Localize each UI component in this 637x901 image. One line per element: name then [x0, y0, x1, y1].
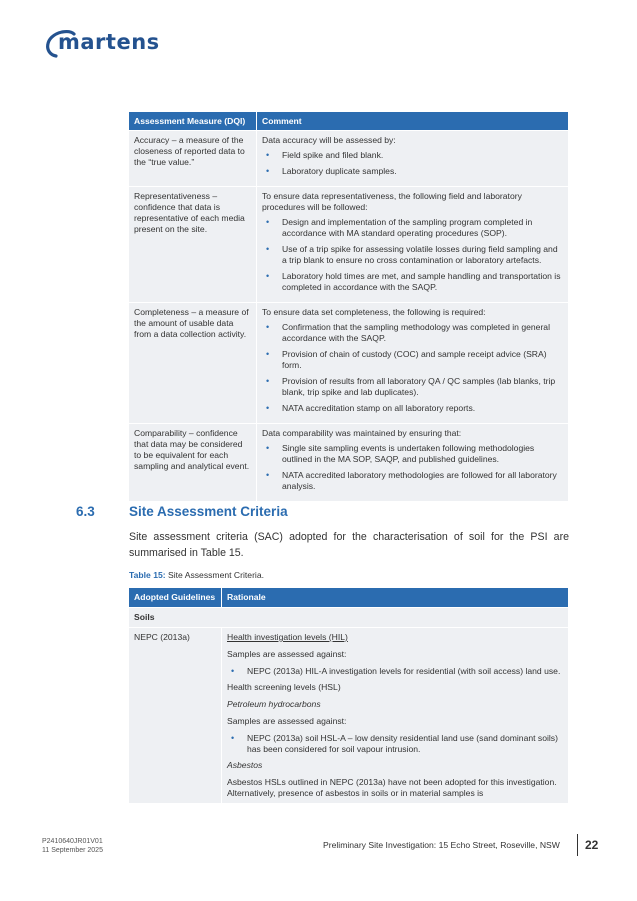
list-item: • Design and implementation of the sampling program completed in accordance with MA standard operating procedures (SOP).	[282, 217, 563, 239]
table-row	[129, 608, 569, 628]
asbestos-subheading: Asbestos	[227, 760, 263, 770]
caption-label: Table 15:	[129, 570, 166, 580]
dqi-comment-intro: To ensure data set completeness, the following is required:	[262, 307, 486, 317]
list-item: • NEPC (2013a) soil HSL-A – low density residential land use (sand dominant soils) has been considered for soil vapour intrusion.	[247, 733, 563, 755]
hil-heading: Health investigation levels (HIL)	[227, 632, 348, 642]
list-item: • Single site sampling events is undertaken following methodologies outlined in the MA SOP, SAQP, and published guidelines.	[282, 443, 563, 465]
table-row	[129, 303, 569, 424]
footer-divider	[577, 834, 578, 856]
section-paragraph: Site assessment criteria (SAC) adopted for the characterisation of soil for the PSI are summarised in Table 15.	[129, 531, 569, 559]
dqi-measure-cell: Representativeness – confidence that data is representative of each media present on the site.	[129, 187, 257, 303]
section-title: Site Assessment Criteria	[129, 504, 288, 519]
table-row	[129, 424, 569, 502]
logo-text: martens	[58, 30, 160, 54]
dqi-table	[129, 112, 569, 501]
list-item: • NEPC (2013a) HIL-A investigation levels for residential (with soil access) land use.	[247, 666, 563, 677]
list-item: • Provision of results from all laboratory QA / QC samples (lab blanks, trip blank, trip spike and lab duplicates).	[282, 376, 563, 398]
sac-group-soils: Soils	[129, 608, 569, 628]
dqi-comment-cell	[257, 131, 569, 187]
dqi-header-comment: Comment	[257, 112, 569, 131]
table-row	[129, 131, 569, 187]
dqi-comment-intro: Data comparability was maintained by ensuring that:	[262, 428, 462, 438]
caption-text: Site Assessment Criteria.	[165, 570, 265, 580]
table-caption	[129, 570, 264, 580]
dqi-comment-cell	[257, 424, 569, 502]
page-number: 22	[585, 838, 599, 852]
dqi-measure-cell: Accuracy – a measure of the closeness of reported data to the “true value.”	[129, 131, 257, 187]
hsl-subheading: Petroleum hydrocarbons	[227, 699, 321, 709]
footer-date: 11 September 2025	[42, 847, 103, 854]
dqi-measure-cell: Comparability – confidence that data may be considered to be equivalent for each sampling and analytical event.	[129, 424, 257, 502]
bullet-list	[227, 733, 563, 755]
sac-rationale-cell	[222, 628, 569, 804]
dqi-header-measure: Assessment Measure (DQI)	[129, 112, 257, 131]
list-item: • Field spike and filed blank.	[282, 150, 563, 161]
sac-header-guidelines: Adopted Guidelines	[129, 588, 222, 608]
hsl-heading: Health screening levels (HSL)	[227, 682, 341, 692]
section-number: 6.3	[76, 504, 95, 519]
hil-intro: Samples are assessed against:	[227, 649, 347, 659]
sac-table	[129, 588, 569, 803]
dqi-measure-cell: Completeness – a measure of the amount of usable data from a data collection activity.	[129, 303, 257, 424]
table-row	[129, 628, 569, 804]
list-item: • Confirmation that the sampling methodology was completed in general accordance with the SAQP.	[282, 322, 563, 344]
footer-reference	[42, 837, 103, 855]
asbestos-text: Asbestos HSLs outlined in NEPC (2013a) have not been adopted for this investigation. Alternatively, presence of asbestos in soils or in material samples is	[227, 777, 557, 798]
bullet-list	[262, 443, 563, 492]
bullet-list	[262, 322, 563, 414]
bullet-list	[262, 150, 563, 177]
footer-title: Preliminary Site Investigation: 15 Echo Street, Roseville, NSW	[323, 840, 560, 850]
bullet-list	[227, 666, 563, 677]
dqi-comment-intro: To ensure data representativeness, the following field and laboratory procedures will be followed:	[262, 191, 522, 212]
list-item: • NATA accreditation stamp on all laboratory reports.	[282, 403, 563, 414]
hsl-intro: Samples are assessed against:	[227, 716, 347, 726]
bullet-list	[262, 217, 563, 293]
dqi-comment-cell	[257, 303, 569, 424]
dqi-comment-cell	[257, 187, 569, 303]
footer-ref-number: P2410640JR01V01	[42, 838, 103, 845]
list-item: • NATA accredited laboratory methodologies are followed for all laboratory analysis.	[282, 470, 563, 492]
list-item: • Provision of chain of custody (COC) and sample receipt advice (SRA) form.	[282, 349, 563, 371]
list-item: • Laboratory hold times are met, and sample handling and transportation is completed in accordance with the SAQP.	[282, 271, 563, 293]
list-item: • Use of a trip spike for assessing volatile losses during field sampling and a trip blank to ensure no cross contamination or laboratory artefacts.	[282, 244, 563, 266]
list-item: • Laboratory duplicate samples.	[282, 166, 563, 177]
table-row	[129, 187, 569, 303]
dqi-comment-intro: Data accuracy will be assessed by:	[262, 135, 396, 145]
sac-guideline-cell: NEPC (2013a)	[129, 628, 222, 804]
sac-header-rationale: Rationale	[222, 588, 569, 608]
